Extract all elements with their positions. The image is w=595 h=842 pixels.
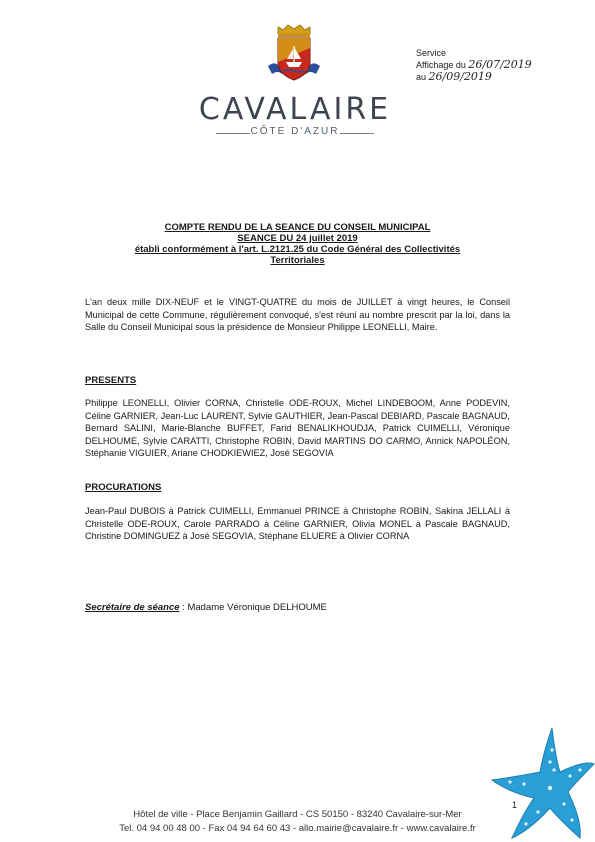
secretary-label: Secrétaire de séance (85, 602, 180, 613)
posting-stamp (416, 47, 566, 83)
title-line-1: COMPTE RENDU DE LA SEANCE DU CONSEIL MUNICIPAL (164, 222, 431, 233)
stamp-au-date: 26/09/2019 (428, 70, 492, 83)
title-line-2: SEANCE DU 24 juillet 2019 (237, 233, 358, 244)
logo-subtitle (210, 126, 380, 140)
stamp-affichage-label: Affichage du (416, 60, 466, 70)
stamp-au-label: au (416, 72, 427, 82)
logo-wordmark: CAVALAIRE (198, 92, 392, 127)
presents-heading: PRESENTS (85, 375, 137, 386)
procurations-list: Jean-Paul DUBOIS à Patrick CUIMELLI, Emmanuel PRINCE à Christophe ROBIN, Sakina JELLALI à Christelle ODE-ROUX, Carole PARRADO à Céline GARNIER, Olivia MONEL à Pascale BAGNAUD, Christine DOMINGUEZ à José SEGOVIA, Stéphane ELUERE à Olivier CORNA (85, 506, 510, 541)
document-title (95, 222, 500, 266)
stamp-au-row (416, 71, 566, 83)
footer-contact: Tel. 04 94 00 48 00 - Fax 04 94 64 60 43 - allo.mairie@cavalaire.fr - www.cavalaire.fr (119, 823, 476, 834)
intro-paragraph: L'an deux mille DIX-NEUF et le VINGT-QUATRE du mois de JUILLET à vingt heures, le Conseil Municipal de cette Commune, régulièrement convoqué, s'est réuni au nombre prescrit par la loi, dans la Salle du Conseil Municipal sous la présidence de Monsieur Philippe LEONELLI, Maire. (85, 297, 510, 332)
procurations-heading: PROCURATIONS (85, 482, 162, 493)
page-number: 1 (512, 800, 518, 810)
title-line-4: Territoriales (270, 255, 325, 266)
secretary-separator: : (179, 602, 188, 613)
footer-address: Hôtel de ville - Place Benjamin Gaillard - CS 50150 - 83240 Cavalaire-sur-Mer (133, 809, 462, 820)
title-line-3: établi conformément à l'art. L.2121.25 du Code Général des Collectivités (134, 244, 461, 255)
stamp-affichage-date: 26/07/2019 (468, 58, 532, 71)
secretary-name: Madame Véronique DELHOUME (187, 602, 327, 613)
starfish-decoration (490, 720, 595, 842)
divider (340, 133, 374, 134)
logo-subtitle-text: CÔTE D'AZUR (250, 126, 340, 137)
secretary-line (85, 602, 327, 613)
coat-of-arms-logo (266, 22, 322, 86)
stamp-service: Service (416, 48, 447, 58)
presents-list: Philippe LEONELLI, Olivier CORNA, Christelle ODE-ROUX, Michel LINDEBOOM, Anne PODEVIN, Céline GARNIER, Jean-Luc LAURENT, Sylvie GAUTHIER, Jean-Pascal DEBIARD, Pascale BAGNAUD, Bernard SALINI, Marie-Blanche BUFFET, Farid BENALIKHOUDJA, Patrick CUIMELLI, Véronique DELHOUME, Sylvie CARATTI, Christophe ROBIN, David MARTINS DO CARMO, Annick NAPOLÉON, Stéphanie VIGUIER, Ariane CHODKIEWIEZ, José SEGOVIA (85, 398, 510, 458)
